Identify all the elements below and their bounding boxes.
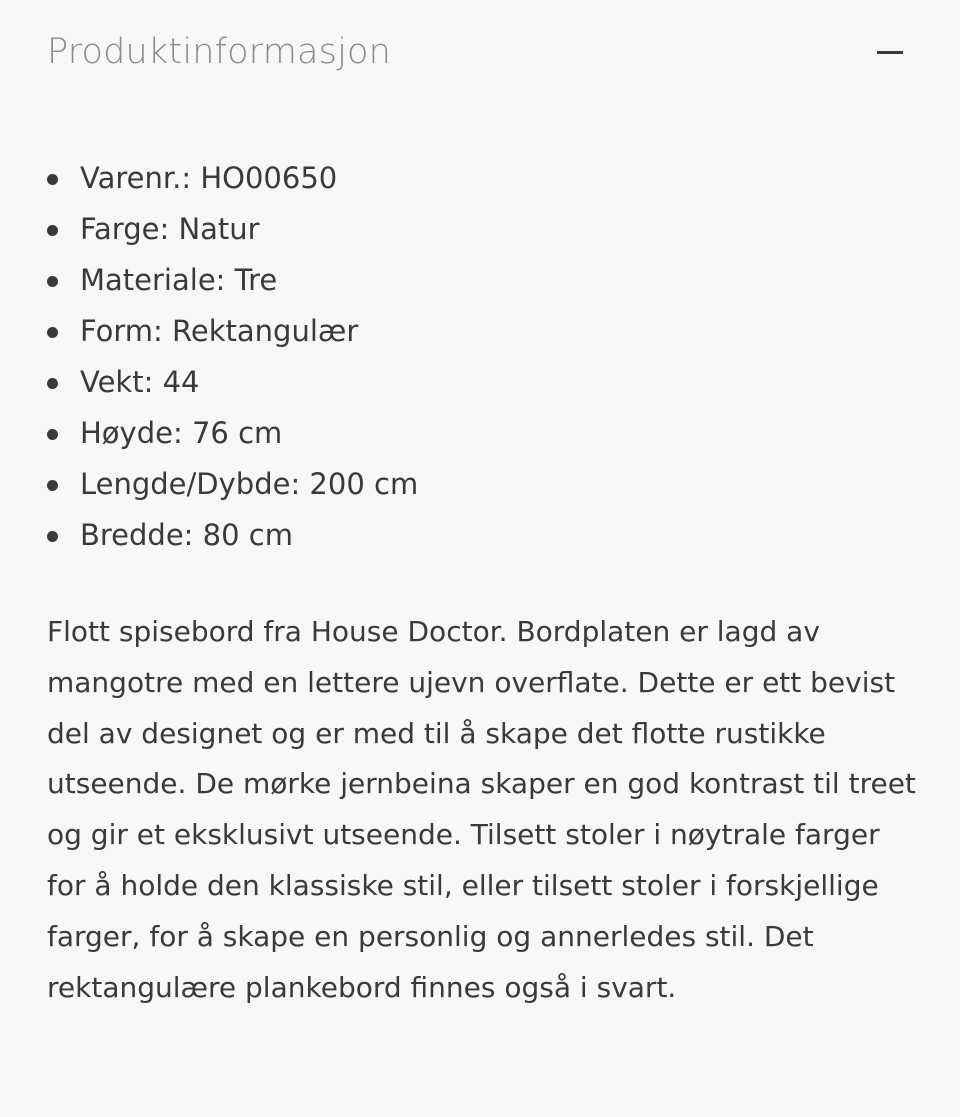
product-description: Flott spisebord fra House Doctor. Bordplaten er lagd av mangotre med en lettere ujevn overflate. Dette er ett bevist del av designet og er med til å skape det flotte rustikke utseende. De mørke jernbeina skaper en god kontrast til treet og gir et eksklusivt utseende. Tilsett stoler i nøytrale farger for å holde den klassiske stil, eller tilsett stoler i forskjellige farger, for å skape en personlig og annerledes stil. Det rektangulære plankebord finnes også i svart. <box>47 615 916 1004</box>
bullet-icon <box>47 378 58 389</box>
spec-text: Farge: Natur <box>80 212 260 246</box>
spec-item-farge <box>47 204 418 255</box>
spec-text: Bredde: 80 cm <box>80 518 293 552</box>
spec-text: Materiale: Tre <box>80 263 278 297</box>
spec-item-hoyde <box>47 408 418 459</box>
bullet-icon <box>47 429 58 440</box>
spec-item-form <box>47 306 418 357</box>
minus-icon[interactable] <box>875 37 905 67</box>
bullet-icon <box>47 174 58 185</box>
accordion-title: Produktinformasjon <box>47 32 392 72</box>
spec-text: Vekt: 44 <box>80 365 200 399</box>
spec-item-varenr <box>47 153 418 204</box>
accordion-header[interactable] <box>47 24 905 80</box>
spec-item-bredde <box>47 510 418 561</box>
bullet-icon <box>47 225 58 236</box>
bullet-icon <box>47 531 58 542</box>
spec-text: Form: Rektangulær <box>80 314 359 348</box>
spec-item-materiale <box>47 255 418 306</box>
bullet-icon <box>47 327 58 338</box>
bullet-icon <box>47 480 58 491</box>
bullet-icon <box>47 276 58 287</box>
spec-text: Lengde/Dybde: 200 cm <box>80 467 419 501</box>
spec-text: Høyde: 76 cm <box>80 416 283 450</box>
spec-list <box>47 153 418 561</box>
spec-text: Varenr.: HO00650 <box>80 161 338 195</box>
spec-item-lengde <box>47 459 418 510</box>
spec-item-vekt <box>47 357 418 408</box>
